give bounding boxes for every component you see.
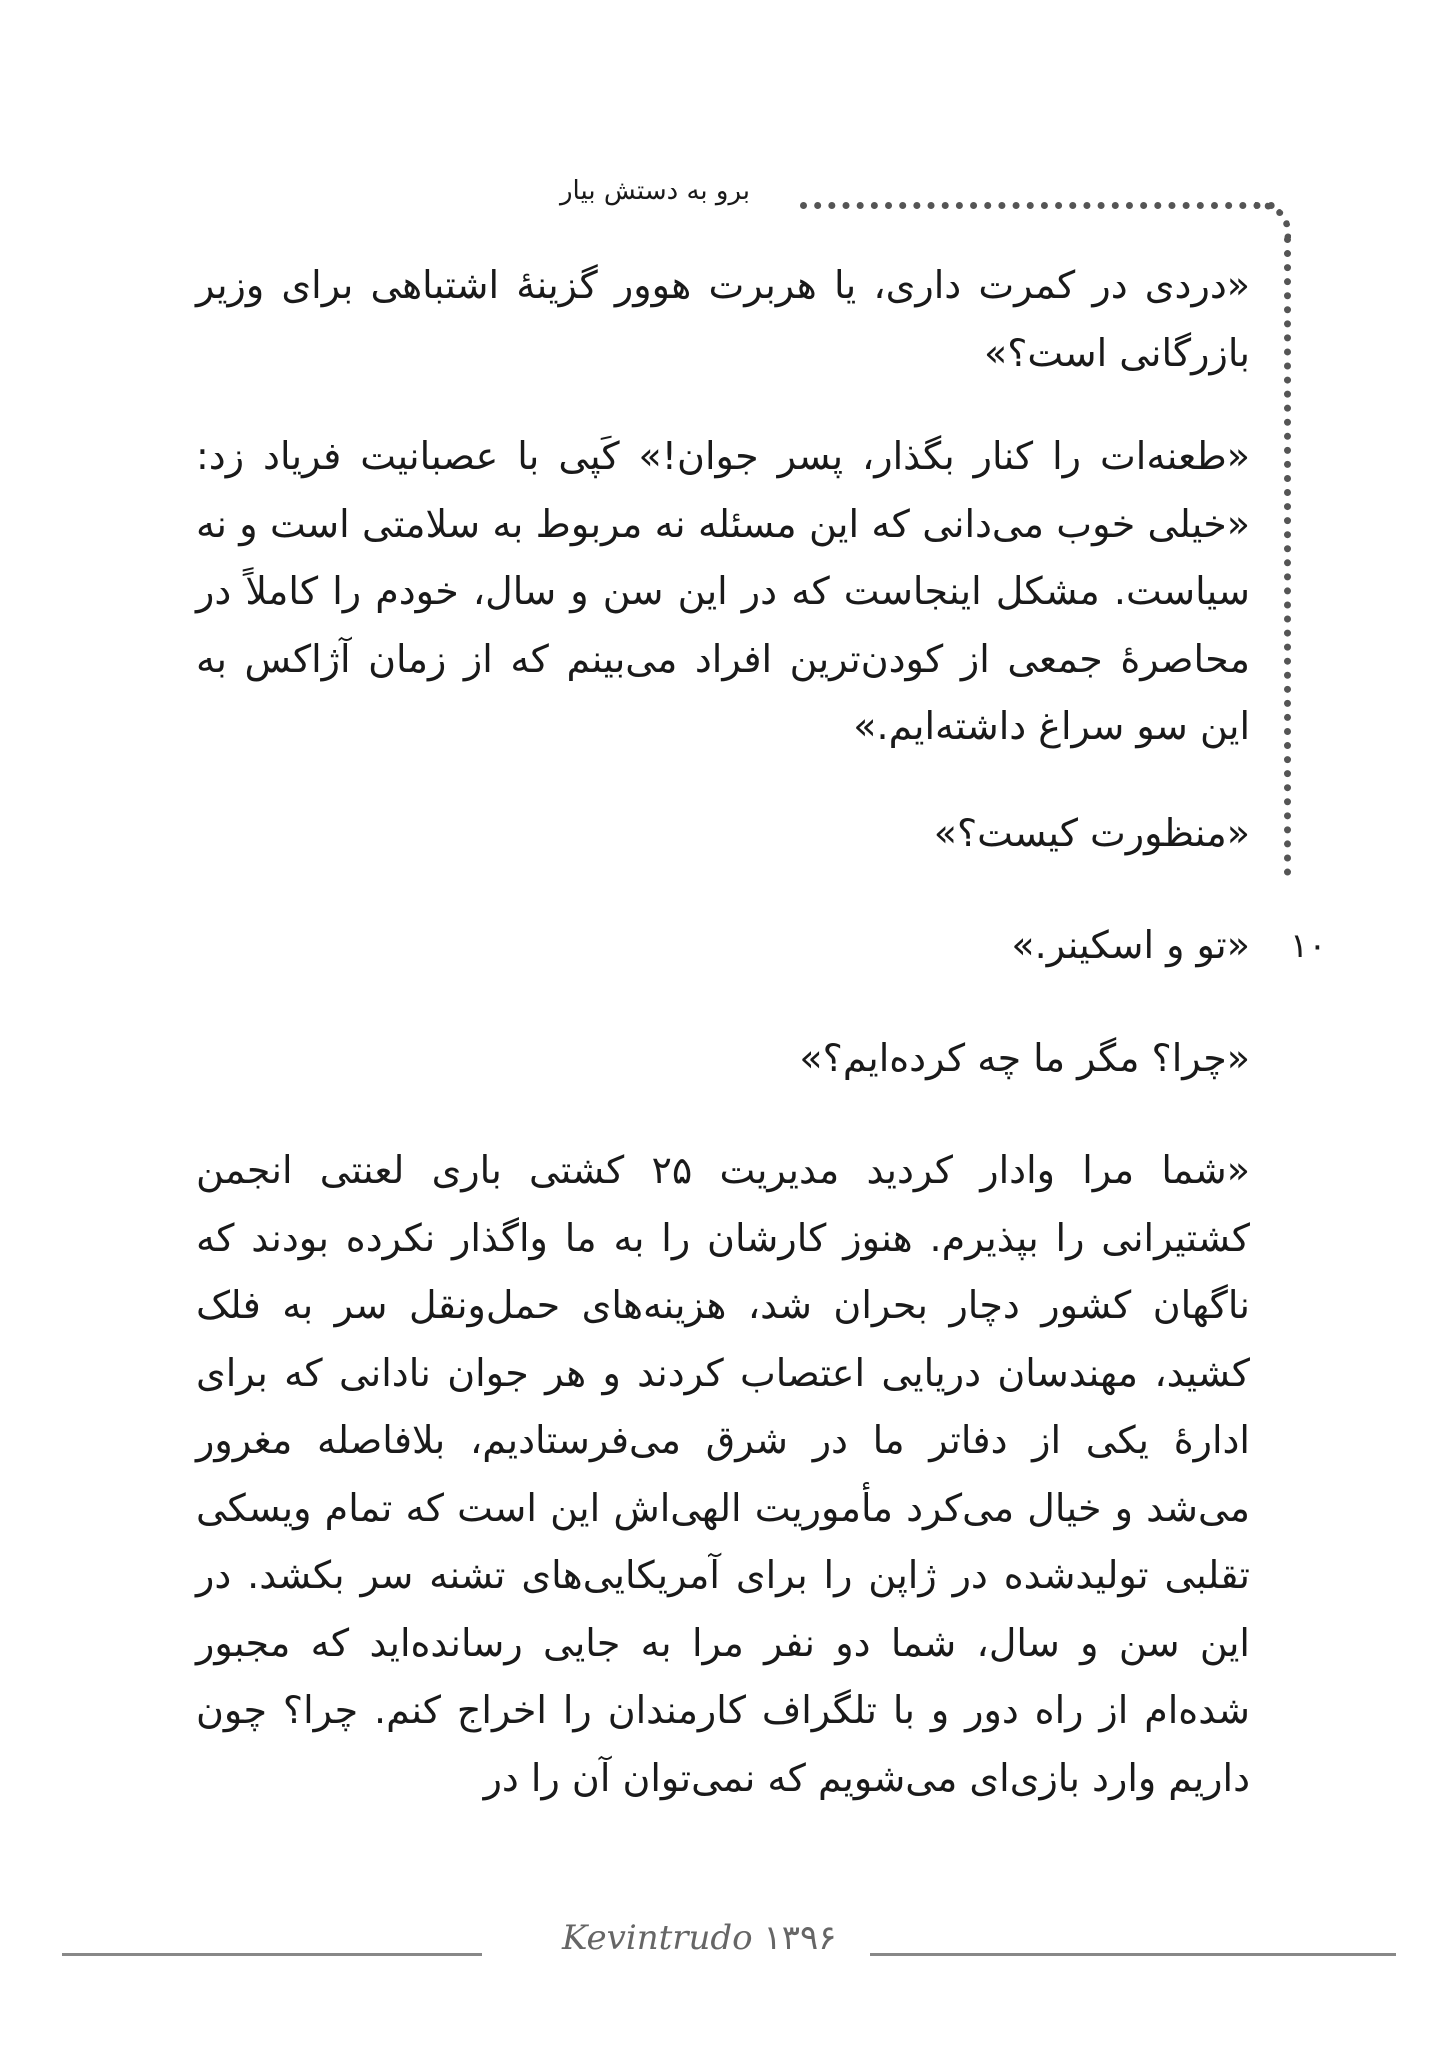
- paragraph: «شما مرا وادار کردید مدیریت ۲۵ کشتی باری لعنتی انجمن کشتیرانی را بپذیرم. هنوز کارشان را به ما واگذار نکرده بودند که ناگهان کشور دچار بحران شد، هزینه‌های حمل‌ونقل سر به فلک کشید، مهندسان دریایی اعتصاب کردند و هر جوان نادانی که برای ادارۀ یکی از دفاتر ما در شرق می‌فرستادیم، بلافاصله مغرور می‌شد و خیال می‌کرد مأموریت الهی‌اش این است که تمام ویسکی تقلبی تولیدشده در ژاپن را برای آمریکایی‌های تشنه سر بکشد. در این سن و سال، شما دو نفر مرا به جایی رسانده‌اید که مجبور شده‌ام از راه دور و با تلگراف کارمندان را اخراج کنم. چرا؟ چون داریم وارد بازی‌ای می‌شویم که نمی‌توان آن را در: [196, 1148, 1250, 1800]
- footer-year: ۱۳۹۶: [763, 1918, 837, 1958]
- paragraph: «دردی در کمرت داری، یا هربرت هوور گزینۀ اشتباهی برای وزیر بازرگانی است؟»: [196, 263, 1250, 375]
- header-dotted-rule: [800, 202, 1275, 209]
- footer-brand: Kevintrudo: [562, 1918, 753, 1958]
- dotted-frame-corner: [1255, 202, 1291, 238]
- paragraph: «تو و اسکینر.»: [1011, 923, 1250, 967]
- footer-rule-left: [62, 1953, 482, 1956]
- paragraph: «طعنه‌ات را کنار بگذار، پسر جوان!» کَپی با عصبانیت فریاد زد: «خیلی خوب می‌دانی که این مسئله نه مربوط به سلامتی است و نه سیاست. مشکل اینجاست که در این سن و سال، خودم را کاملاً در محاصرۀ جمعی از کودن‌ترین افراد می‌بینم که از زمان آژاکس به این سو سراغ داشته‌ایم.»: [196, 434, 1250, 748]
- running-header: برو به دستش بیار: [560, 176, 751, 206]
- side-dotted-rule: [1284, 236, 1291, 876]
- footer-imprint: [562, 1918, 837, 1958]
- paragraph: «منظورت کیست؟»: [933, 810, 1250, 855]
- page-body: [196, 252, 1250, 1812]
- footer-rule-right: [870, 1953, 1396, 1956]
- page-number: ۱۰: [1290, 926, 1327, 966]
- paragraph: «چرا؟ مگر ما چه کرده‌ایم؟»: [799, 1035, 1250, 1080]
